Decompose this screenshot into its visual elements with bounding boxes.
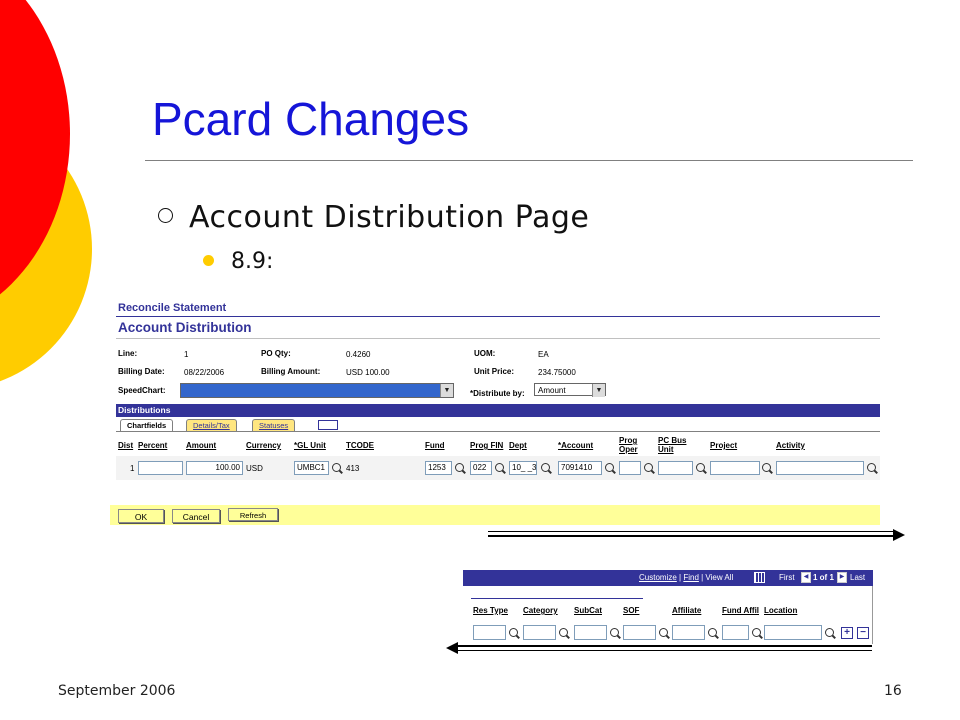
sof-lookup-search-icon[interactable] [659, 628, 668, 637]
speedchart-label: SpeedChart: [118, 386, 166, 395]
view-all-link[interactable]: View All [705, 573, 734, 582]
arrow-right-icon [893, 529, 905, 541]
fund-input[interactable]: 1253 [425, 461, 452, 475]
tab-divider [116, 431, 880, 432]
col-prog-oper-line2: Oper [619, 445, 638, 454]
gl-unit-lookup-search-icon[interactable] [332, 463, 341, 472]
arrow-left-icon [446, 642, 458, 654]
billing-amount-label: Billing Amount: [261, 367, 321, 376]
distribute-by-label: *Distribute by: [470, 389, 525, 398]
bullet-level2 [203, 249, 273, 274]
distributions-bar: Distributions [116, 404, 880, 417]
subheader-divider [116, 338, 880, 339]
unit-price-value: 234.75000 [538, 368, 576, 377]
dept-input[interactable]: 10_ _3 [509, 461, 537, 475]
pc-bus-unit-input[interactable] [658, 461, 693, 475]
col-prog-oper [619, 436, 638, 454]
find-link[interactable]: Find [683, 573, 699, 582]
percent-input[interactable] [138, 461, 183, 475]
fund-affil-lookup-search-icon[interactable] [752, 628, 761, 637]
col-sof: SOF [623, 606, 640, 615]
prog-fin-lookup-search-icon[interactable] [495, 463, 504, 472]
col-activity: Activity [776, 441, 805, 450]
account-distribution-screenshot [114, 296, 880, 526]
res-type-input[interactable] [473, 625, 506, 640]
fund-affil-input[interactable] [722, 625, 749, 640]
dot-bullet-icon [203, 255, 214, 266]
col-currency: Currency [246, 441, 282, 450]
prog-oper-input[interactable] [619, 461, 641, 475]
col-pc-bus-unit [658, 436, 686, 454]
col-location: Location [764, 606, 798, 615]
uom-label: UOM: [474, 349, 496, 358]
prog-fin-input[interactable]: 022 [470, 461, 492, 475]
speedchart-select[interactable] [180, 383, 454, 398]
col-fund-affil: Fund Affil [722, 606, 760, 615]
next-row-icon[interactable]: ▶ [837, 572, 847, 583]
scroll-right-arrow [488, 531, 894, 537]
bullet-level1 [158, 200, 589, 235]
row-count: 1 of 1 [813, 573, 834, 582]
tab-details-tax[interactable]: Details/Tax [186, 419, 237, 431]
header-divider [116, 316, 880, 317]
subcat-input[interactable] [574, 625, 607, 640]
col-pc-bus-unit-line1: PC Bus [658, 436, 687, 445]
pc-bus-unit-lookup-search-icon[interactable] [696, 463, 705, 472]
account-distribution-header: Account Distribution [118, 320, 252, 335]
col-subcat: SubCat [574, 606, 602, 615]
col-project: Project [710, 441, 738, 450]
row-dist: 1 [130, 464, 135, 473]
first-link[interactable]: First [779, 573, 795, 582]
billing-amount-value: USD 100.00 [346, 368, 390, 377]
account-lookup-search-icon[interactable] [605, 463, 614, 472]
title-divider [145, 160, 913, 161]
col-tcode: TCODE [346, 441, 374, 450]
ok-button[interactable]: OK [118, 509, 164, 523]
tab-chartfields[interactable]: Chartfields [120, 419, 173, 431]
distribution-continuation-screenshot [463, 570, 873, 644]
col-gl-unit: *GL Unit [294, 441, 326, 450]
prog-oper-lookup-search-icon[interactable] [644, 463, 653, 472]
previous-row-icon[interactable]: ◀ [801, 572, 811, 583]
amount-input[interactable]: 100.00 [186, 461, 243, 475]
affiliate-lookup-search-icon[interactable] [708, 628, 717, 637]
bullet-level1-text: Account Distribution Page [189, 200, 590, 235]
gl-unit-input[interactable]: UMBC1 [294, 461, 329, 475]
col-prog-oper-line1: Prog [619, 436, 638, 445]
activity-lookup-search-icon[interactable] [867, 463, 876, 472]
uom-value: EA [538, 350, 549, 359]
col-prog-fin: Prog FIN [470, 441, 504, 450]
show-all-columns-icon[interactable] [318, 420, 338, 430]
last-link[interactable]: Last [850, 573, 866, 582]
project-lookup-search-icon[interactable] [762, 463, 771, 472]
category-lookup-search-icon[interactable] [559, 628, 568, 637]
location-input[interactable] [764, 625, 822, 640]
activity-input[interactable] [776, 461, 864, 475]
unit-price-label: Unit Price: [474, 367, 515, 376]
col-pc-bus-unit-line2: Unit [658, 445, 674, 454]
fund-lookup-search-icon[interactable] [455, 463, 464, 472]
slide-title: Pcard Changes [152, 93, 470, 145]
button-bar [110, 505, 880, 525]
col-res-type: Res Type [473, 606, 508, 615]
dept-lookup-search-icon[interactable] [541, 463, 550, 472]
chevron-down-icon[interactable]: ▼ [440, 384, 453, 397]
po-qty-label: PO Qty: [261, 349, 291, 358]
category-input[interactable] [523, 625, 556, 640]
col-fund: Fund [425, 441, 445, 450]
col-account: *Account [558, 441, 594, 450]
col-dist: Dist [118, 441, 134, 450]
currency-value: USD [246, 464, 263, 473]
cancel-button[interactable]: Cancel [172, 509, 220, 523]
affiliate-input[interactable] [672, 625, 705, 640]
col-affiliate: Affiliate [672, 606, 702, 615]
bullet-level2-text: 8.9: [231, 249, 274, 274]
customize-link[interactable]: Customize [639, 573, 677, 582]
distribute-by-select[interactable] [534, 383, 606, 396]
refresh-button[interactable]: Refresh [228, 508, 278, 521]
billing-date-value: 08/22/2006 [184, 368, 225, 377]
account-input[interactable]: 7091410 [558, 461, 602, 475]
grid-right-border [872, 586, 873, 644]
location-lookup-search-icon[interactable] [825, 628, 834, 637]
chevron-down-icon[interactable]: ▼ [592, 384, 605, 397]
reconcile-statement-header: Reconcile Statement [118, 302, 227, 314]
col-percent: Percent [138, 441, 168, 450]
billing-date-label: Billing Date: [118, 367, 165, 376]
project-input[interactable] [710, 461, 760, 475]
tab-statuses[interactable]: Statuses [252, 419, 295, 431]
col-category: Category [523, 606, 558, 615]
subheader-divider [471, 598, 643, 599]
page-number: 16 [884, 683, 902, 699]
po-qty-value: 0.4260 [346, 350, 371, 359]
col-amount: Amount [186, 441, 217, 450]
res-type-lookup-search-icon[interactable] [509, 628, 518, 637]
line-label: Line: [118, 349, 138, 358]
col-dept: Dept [509, 441, 527, 450]
sof-input[interactable] [623, 625, 656, 640]
download-grid-icon[interactable] [754, 572, 765, 583]
add-row-icon[interactable]: + [841, 627, 853, 639]
line-value: 1 [184, 350, 189, 359]
tcode-value: 413 [346, 464, 360, 473]
delete-row-icon[interactable]: − [857, 627, 869, 639]
subcat-lookup-search-icon[interactable] [610, 628, 619, 637]
ring-bullet-icon [158, 208, 173, 223]
footer-date: September 2006 [58, 683, 176, 699]
distribute-by-value: Amount [538, 386, 566, 395]
grid-nav-links: Customize | Find | View All [639, 573, 734, 582]
scroll-left-arrow [458, 645, 872, 651]
